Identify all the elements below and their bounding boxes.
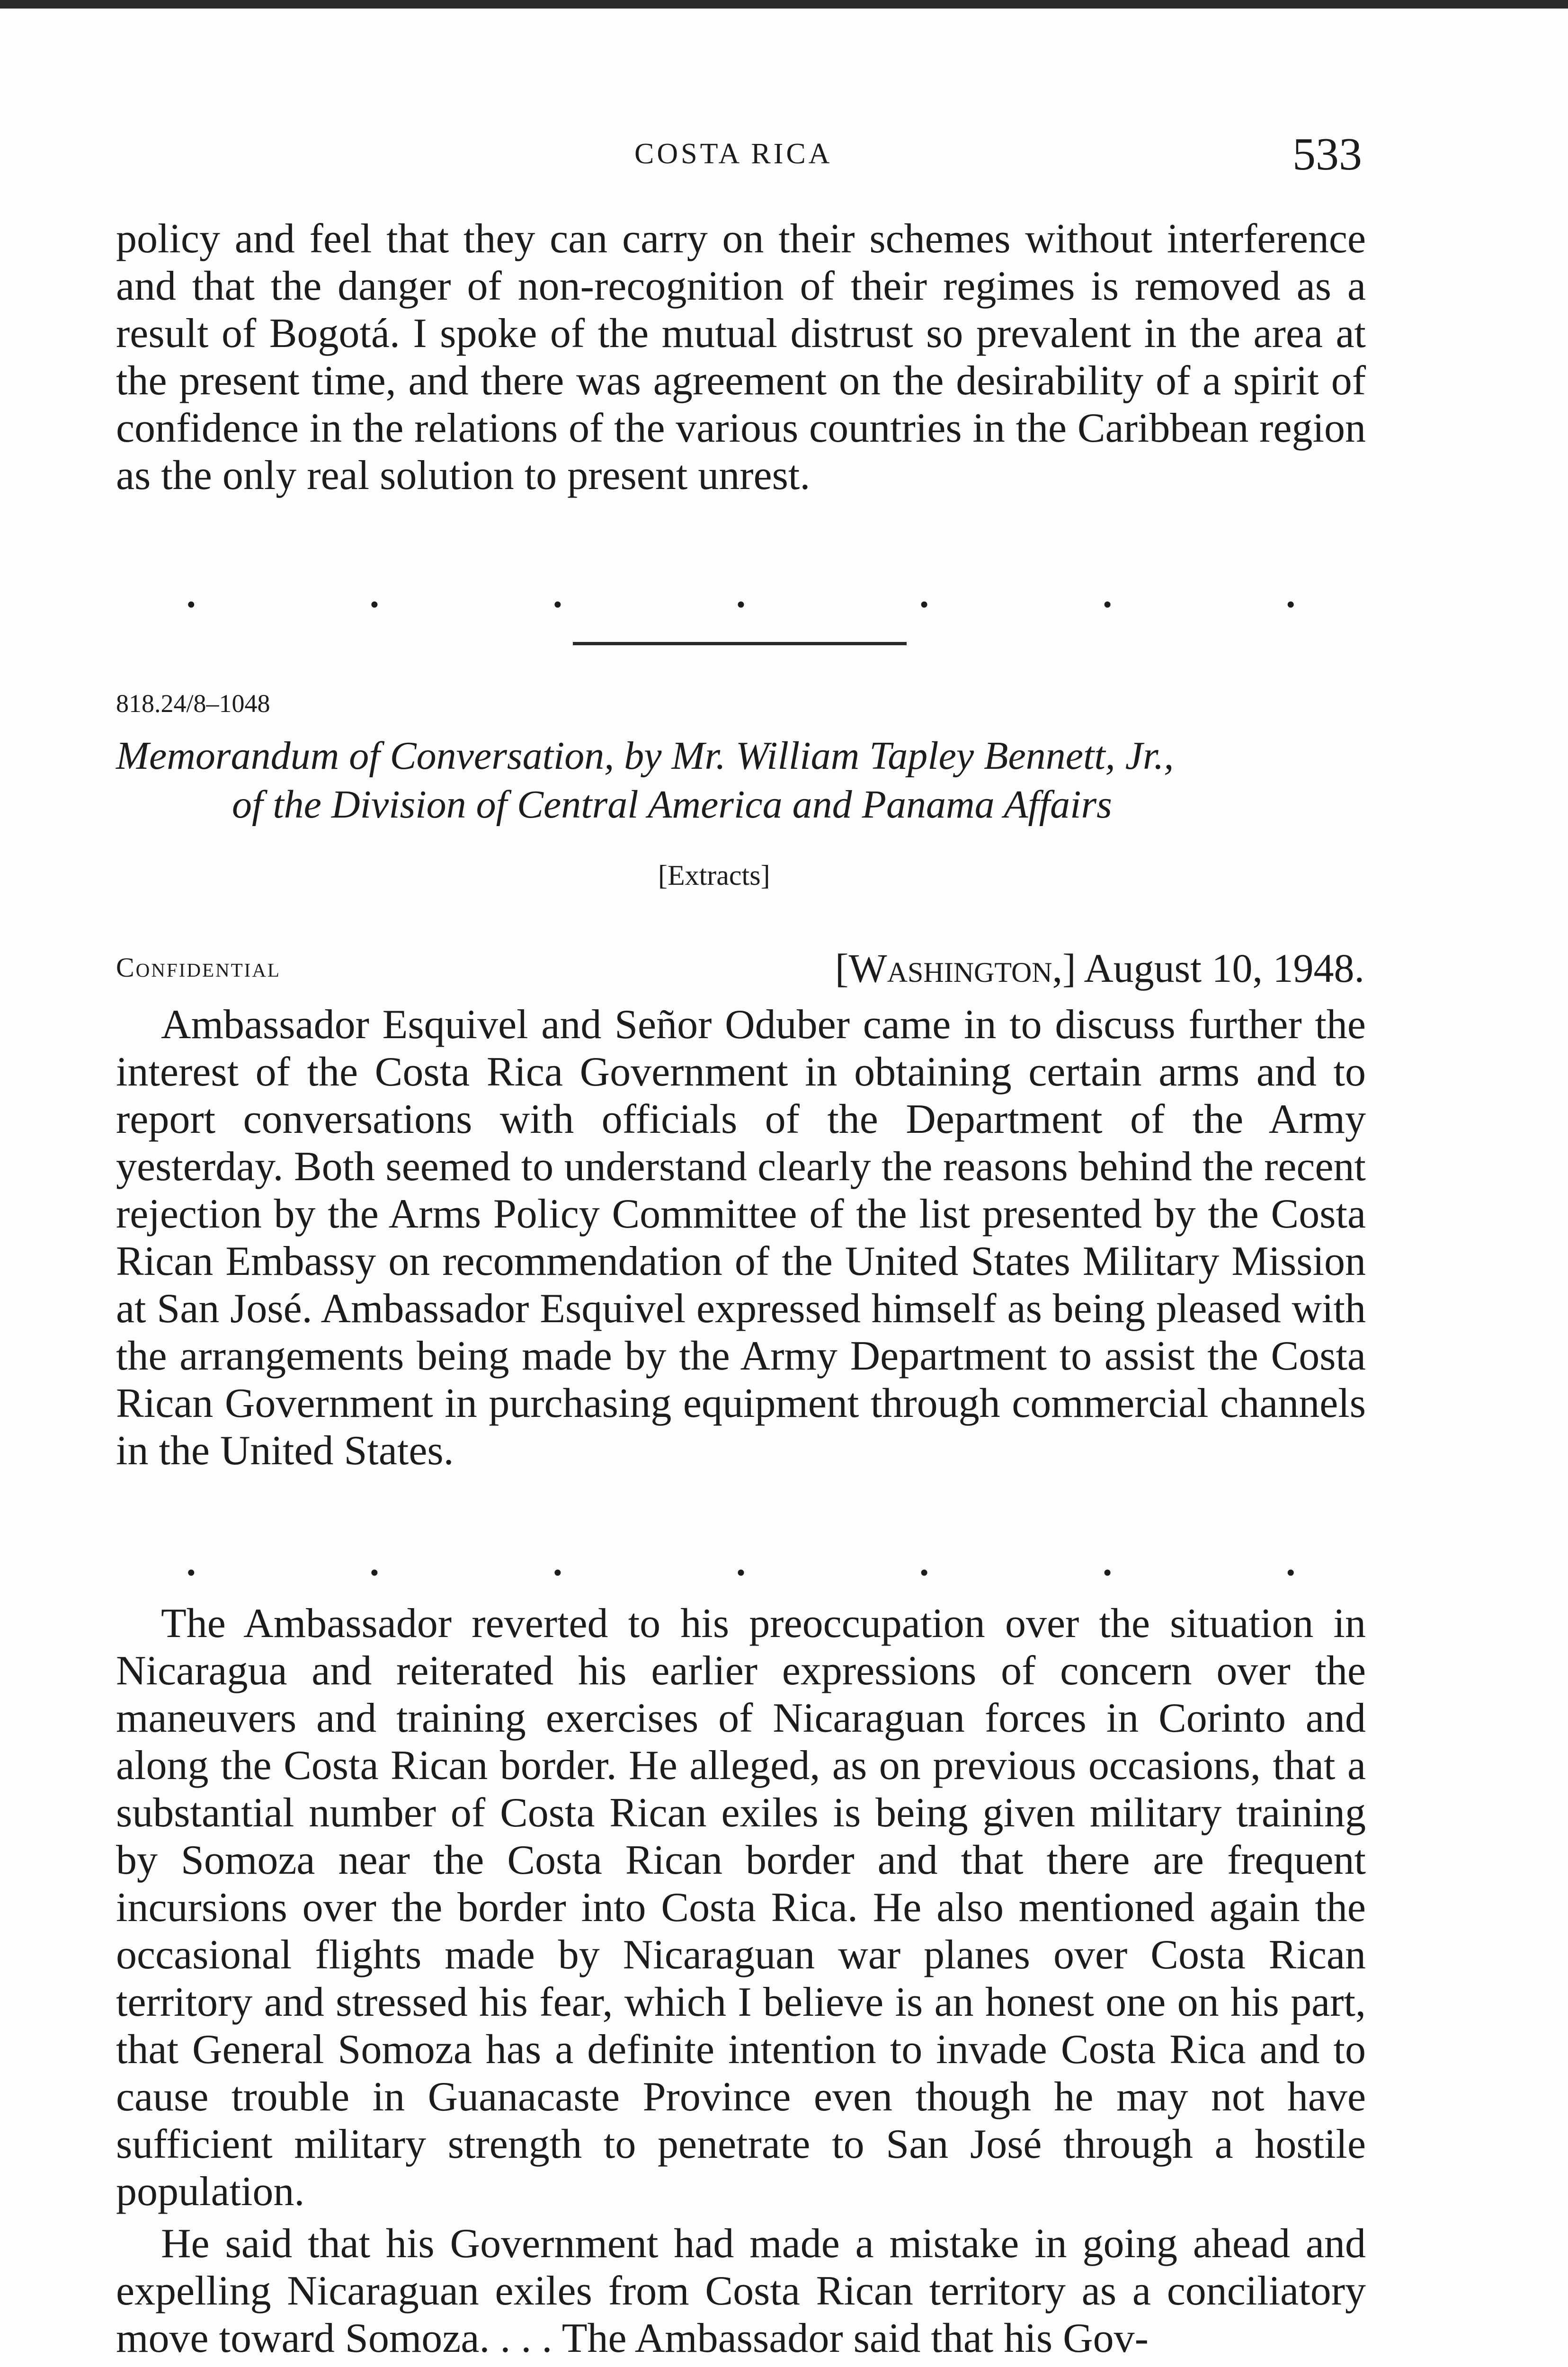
ellipsis-dot: . [918, 1529, 931, 1586]
dateline-place: [Washington,] [835, 945, 1076, 991]
continued-paragraph: policy and feel that they can carry on their schemes without interference and that the danger of non-recognition of their regimes is removed as a result of Bogotá. I spoke of the mutual distrust so prevalent in the area at the present time, and there was agreement on the desirability of a spirit of confidence in the relations of the various countries in the Caribbean region as the only real solution to present unrest. [116, 216, 1366, 498]
ellipsis-dot: . [551, 561, 564, 618]
ellipsis-dot: . [185, 1529, 198, 1586]
body-paragraph-block-1 [116, 1001, 1366, 1475]
file-reference: 818.24/8–1048 [116, 689, 270, 718]
section-divider-rule [573, 642, 907, 645]
body-paragraph: He said that his Government had made a mistake in going ahead and expelling Nicaraguan exiles from Costa Rican territory as a conciliatory move toward Somoza. . . . The Ambassador said that his Gov- [116, 2221, 1366, 2361]
ellipsis-dot: . [368, 561, 381, 618]
body-paragraph: Ambassador Esquivel and Señor Oduber came in to discuss further the interest of the Costa Rica Government in obtaining certain arms and to report conversations with officials of the Department of the Army yesterday. Both seemed to understand clearly the reasons behind the recent rejection by the Arms Policy Committee of the list presented by the Costa Rican Embassy on recommendation of the United States Military Mission at San José. Ambassador Esquivel expressed himself as being pleased with the arrangements being made by the Army Department to assist the Costa Rican Government in purchasing equipment through commercial channels in the United States. [116, 1002, 1366, 1474]
body-paragraph: The Ambassador reverted to his preoccupation over the situation in Nicaragua and reiterated his earlier expressions of concern over the maneuvers and training exercises of Nicaraguan forces in Corinto and along the Costa Rican border. He alleged, as on previous occasions, that a substantial number of Costa Rican exiles is being given military training by Somoza near the Costa Rican border and that there are frequent incursions over the border into Costa Rica. He also mentioned again the occasional flights made by Nicaraguan war planes over Costa Rican territory and stressed his fear, which I believe is an honest one on his part, that General Somoza has a definite intention to invade Costa Rica and to cause trouble in Guanacaste Province even though he may not have sufficient military strength to penetrate to San José through a hostile population. [116, 1601, 1366, 2215]
ellipsis-dot: . [185, 561, 198, 618]
ellipsis-dot: . [1101, 1529, 1114, 1586]
ellipsis-dot: . [1284, 561, 1297, 618]
ellipsis-dot: . [551, 1529, 564, 1586]
classification-label: Confidential [116, 952, 281, 983]
ellipsis-dot: . [1284, 1529, 1297, 1586]
top-border-rule [0, 0, 1568, 9]
continued-paragraph-block [116, 215, 1366, 499]
ellipsis-dot: . [734, 1529, 748, 1586]
ellipsis-separator-1 [185, 561, 1297, 618]
dateline-date: August 10, 1948. [1084, 945, 1364, 991]
ellipsis-dot: . [1101, 561, 1114, 618]
dateline [835, 944, 1364, 992]
memo-title-line-2: of the Division of Central America and Panama Affairs [232, 783, 1112, 827]
ellipsis-dot: . [734, 561, 748, 618]
body-paragraph-block-2 [116, 1600, 1366, 2362]
ellipsis-dot: . [918, 561, 931, 618]
ellipsis-separator-2 [185, 1529, 1297, 1586]
running-head: COSTA RICA [634, 138, 833, 170]
ellipsis-dot: . [368, 1529, 381, 1586]
memo-title-line-1: Memorandum of Conversation, by Mr. William Tapley Bennett, Jr., [116, 734, 1174, 778]
memo-title [116, 731, 1366, 829]
page-number: 533 [1292, 129, 1362, 180]
extracts-label: [Extracts] [658, 860, 770, 891]
